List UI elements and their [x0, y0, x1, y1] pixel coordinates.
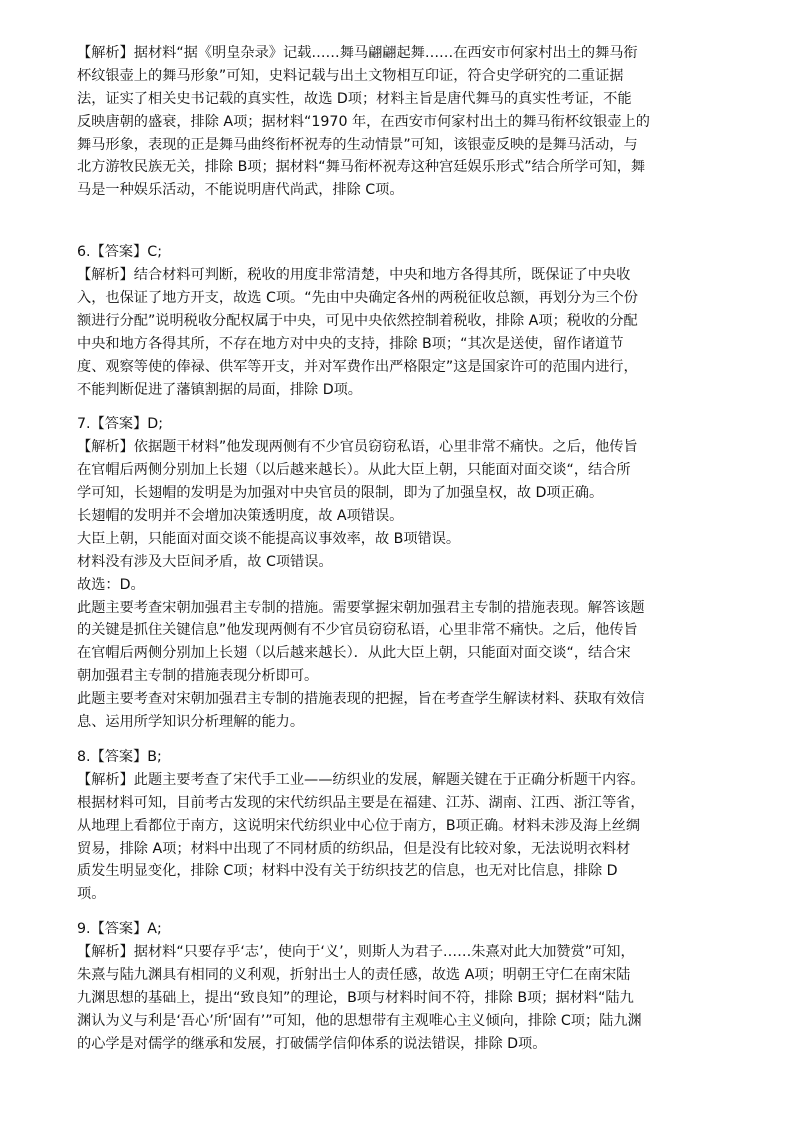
text-line: 质发生明显变化，排除 C项；材料中没有关于纺织技艺的信息，也无对比信息，排除 D	[77, 863, 618, 880]
text-line: 的关键是抓住关键信息”他发现两侧有不少官员窃窃私语，心里非常不痛快。之后，他传旨	[77, 622, 638, 639]
analysis-block-q5	[77, 42, 719, 202]
text-line: 中央和地方各得其所，不存在地方对中央的支持，排除 B项；“其次是送使，留作诸道节	[77, 335, 624, 352]
text-line: 舞马形象，表现的正是舞马曲终衔杯祝寿的生动情景”可知，该银壶反映的是舞马活动，与	[77, 136, 638, 153]
question-block-8	[77, 746, 719, 906]
answer-line: 8.【答案】B;	[77, 748, 162, 765]
text-line: 材料没有涉及大臣间矛盾，故 C项错误。	[77, 553, 333, 570]
text-line: 反映唐朝的盛衰，排除 A项；据材料“1970 年，在西安市何家村出土的舞马衔杯纹银壶上的	[77, 113, 650, 130]
text-line: 息、运用所学知识分析理解的能力。	[77, 714, 305, 731]
text-line: 的心学是对儒学的继承和发展，打破儒学信仰体系的说法错误，排除 D项。	[77, 1035, 547, 1052]
text-line: 【解析】依据题干材料”他发现两侧有不少官员窃窃私语，心里非常不痛快。之后，他传旨	[77, 439, 638, 456]
block-spacer	[77, 202, 719, 229]
text-line: 不能判断促进了藩镇割据的局面，排除 D项。	[77, 381, 362, 398]
text-line: 大臣上朝，只能面对面交谈不能提高议事效率，故 B项错误。	[77, 530, 461, 547]
answer-line: 7.【答案】D;	[77, 416, 163, 433]
text-line: 根据材料可知，目前考古发现的宋代纺织品主要是在福建、江苏、湖南、江西、浙江等省，	[77, 794, 645, 811]
text-line: 马是一种娱乐活动，不能说明唐代尚武，排除 C项。	[77, 182, 404, 199]
text-line: 故选：D。	[77, 576, 145, 593]
question-block-6	[77, 241, 719, 401]
text-line: 杯纹银壶上的舞马形象”可知，史料记载与出土文物相互印证，符合史学研究的二重证据	[77, 67, 624, 84]
text-line: 【解析】结合材料可判断，税收的用度非常清楚，中央和地方各得其所，既保证了中央收	[77, 267, 631, 284]
text-line: 长翅帽的发明并不会增加决策透明度，故 A项错误。	[77, 508, 404, 525]
block-spacer	[77, 401, 719, 413]
text-line: 入，也保证了地方开支，故选 C项。“先由中央确定各州的两税征收总额，再划分为三个份	[77, 290, 638, 307]
question-block-9	[77, 918, 719, 1055]
text-line: 贸易，排除 A项；材料中出现了不同材质的纺织品，但是没有比较对象，无法说明衣料材	[77, 840, 631, 857]
answer-line: 9.【答案】A;	[77, 921, 162, 938]
text-line: 学可知，长翅帽的发明是为加强对中央官员的限制，即为了加强皇权，故 D项正确。	[77, 485, 604, 502]
answer-line: 6.【答案】C;	[77, 244, 162, 261]
text-line: 【解析】据材料“只要存乎‘志’，使向于‘义’，则斯人为君子……朱熹对此大加赞赏”可知，	[77, 944, 635, 961]
text-line: 额进行分配”说明税收分配权属于中央，可见中央依然控制着税收，排除 A项；税收的分配	[77, 312, 638, 329]
text-line: 在官帽后两侧分别加上长翅（以后越来越长）．从此大臣上朝，只能面对面交谈“，结合宋	[77, 645, 631, 662]
text-line: 【解析】此题主要考查了宋代手工业——纺织业的发展，解题关键在于正确分析题干内容。	[77, 771, 645, 788]
question-block-7	[77, 413, 719, 733]
text-line: 朱熹与陆九渊具有相同的义利观，折射出士人的责任感，故选 A项；明朝王守仁在南宋陆	[77, 966, 631, 983]
text-line: 此题主要考查对宋朝加强君主专制的措施表现的把握，旨在考查学生解读材料、获取有效信	[77, 691, 645, 708]
block-spacer	[77, 229, 719, 241]
block-spacer	[77, 906, 719, 918]
text-line: 从地理上看都位于南方，这说明宋代纺织业中心位于南方，B项正确。材料未涉及海上丝绸	[77, 817, 641, 834]
text-line: 项。	[77, 886, 106, 903]
text-line: 【解析】据材料“据《明皇杂录》记载……舞马翩翩起舞……在西安市何家村出土的舞马衔	[77, 45, 638, 61]
text-line: 渊认为义与利是‘吾心’所‘固有’”可知，他的思想带有主观唯心主义倾向，排除 C项；陆九渊	[77, 1012, 642, 1029]
document-page	[77, 42, 719, 1056]
text-line: 九渊思想的基础上，提出“致良知”的理论，B项与材料时间不符，排除 B项；据材料“陆九	[77, 989, 634, 1006]
text-line: 度、观察等使的俸禄、供军等开支，并对军费作出严格限定”这是国家许可的范围内进行，	[77, 358, 638, 375]
text-line: 北方游牧民族无关，排除 B项；据材料“舞马衔杯祝寿这种宫廷娱乐形式”结合所学可知，舞	[77, 159, 646, 176]
text-line: 朝加强君主专制的措施表现分析即可。	[77, 668, 319, 685]
block-spacer	[77, 734, 719, 746]
text-line: 法，证实了相关史书记载的真实性，故选 D项；材料主旨是唐代舞马的真实性考证，不能	[77, 90, 632, 107]
text-line: 在官帽后两侧分别加上长翅（以后越来越长）。从此大臣上朝，只能面对面交谈“，结合所	[77, 462, 631, 479]
text-line: 此题主要考查宋朝加强君主专制的措施。需要掌握宋朝加强君主专制的措施表现。解答该题	[77, 599, 645, 616]
